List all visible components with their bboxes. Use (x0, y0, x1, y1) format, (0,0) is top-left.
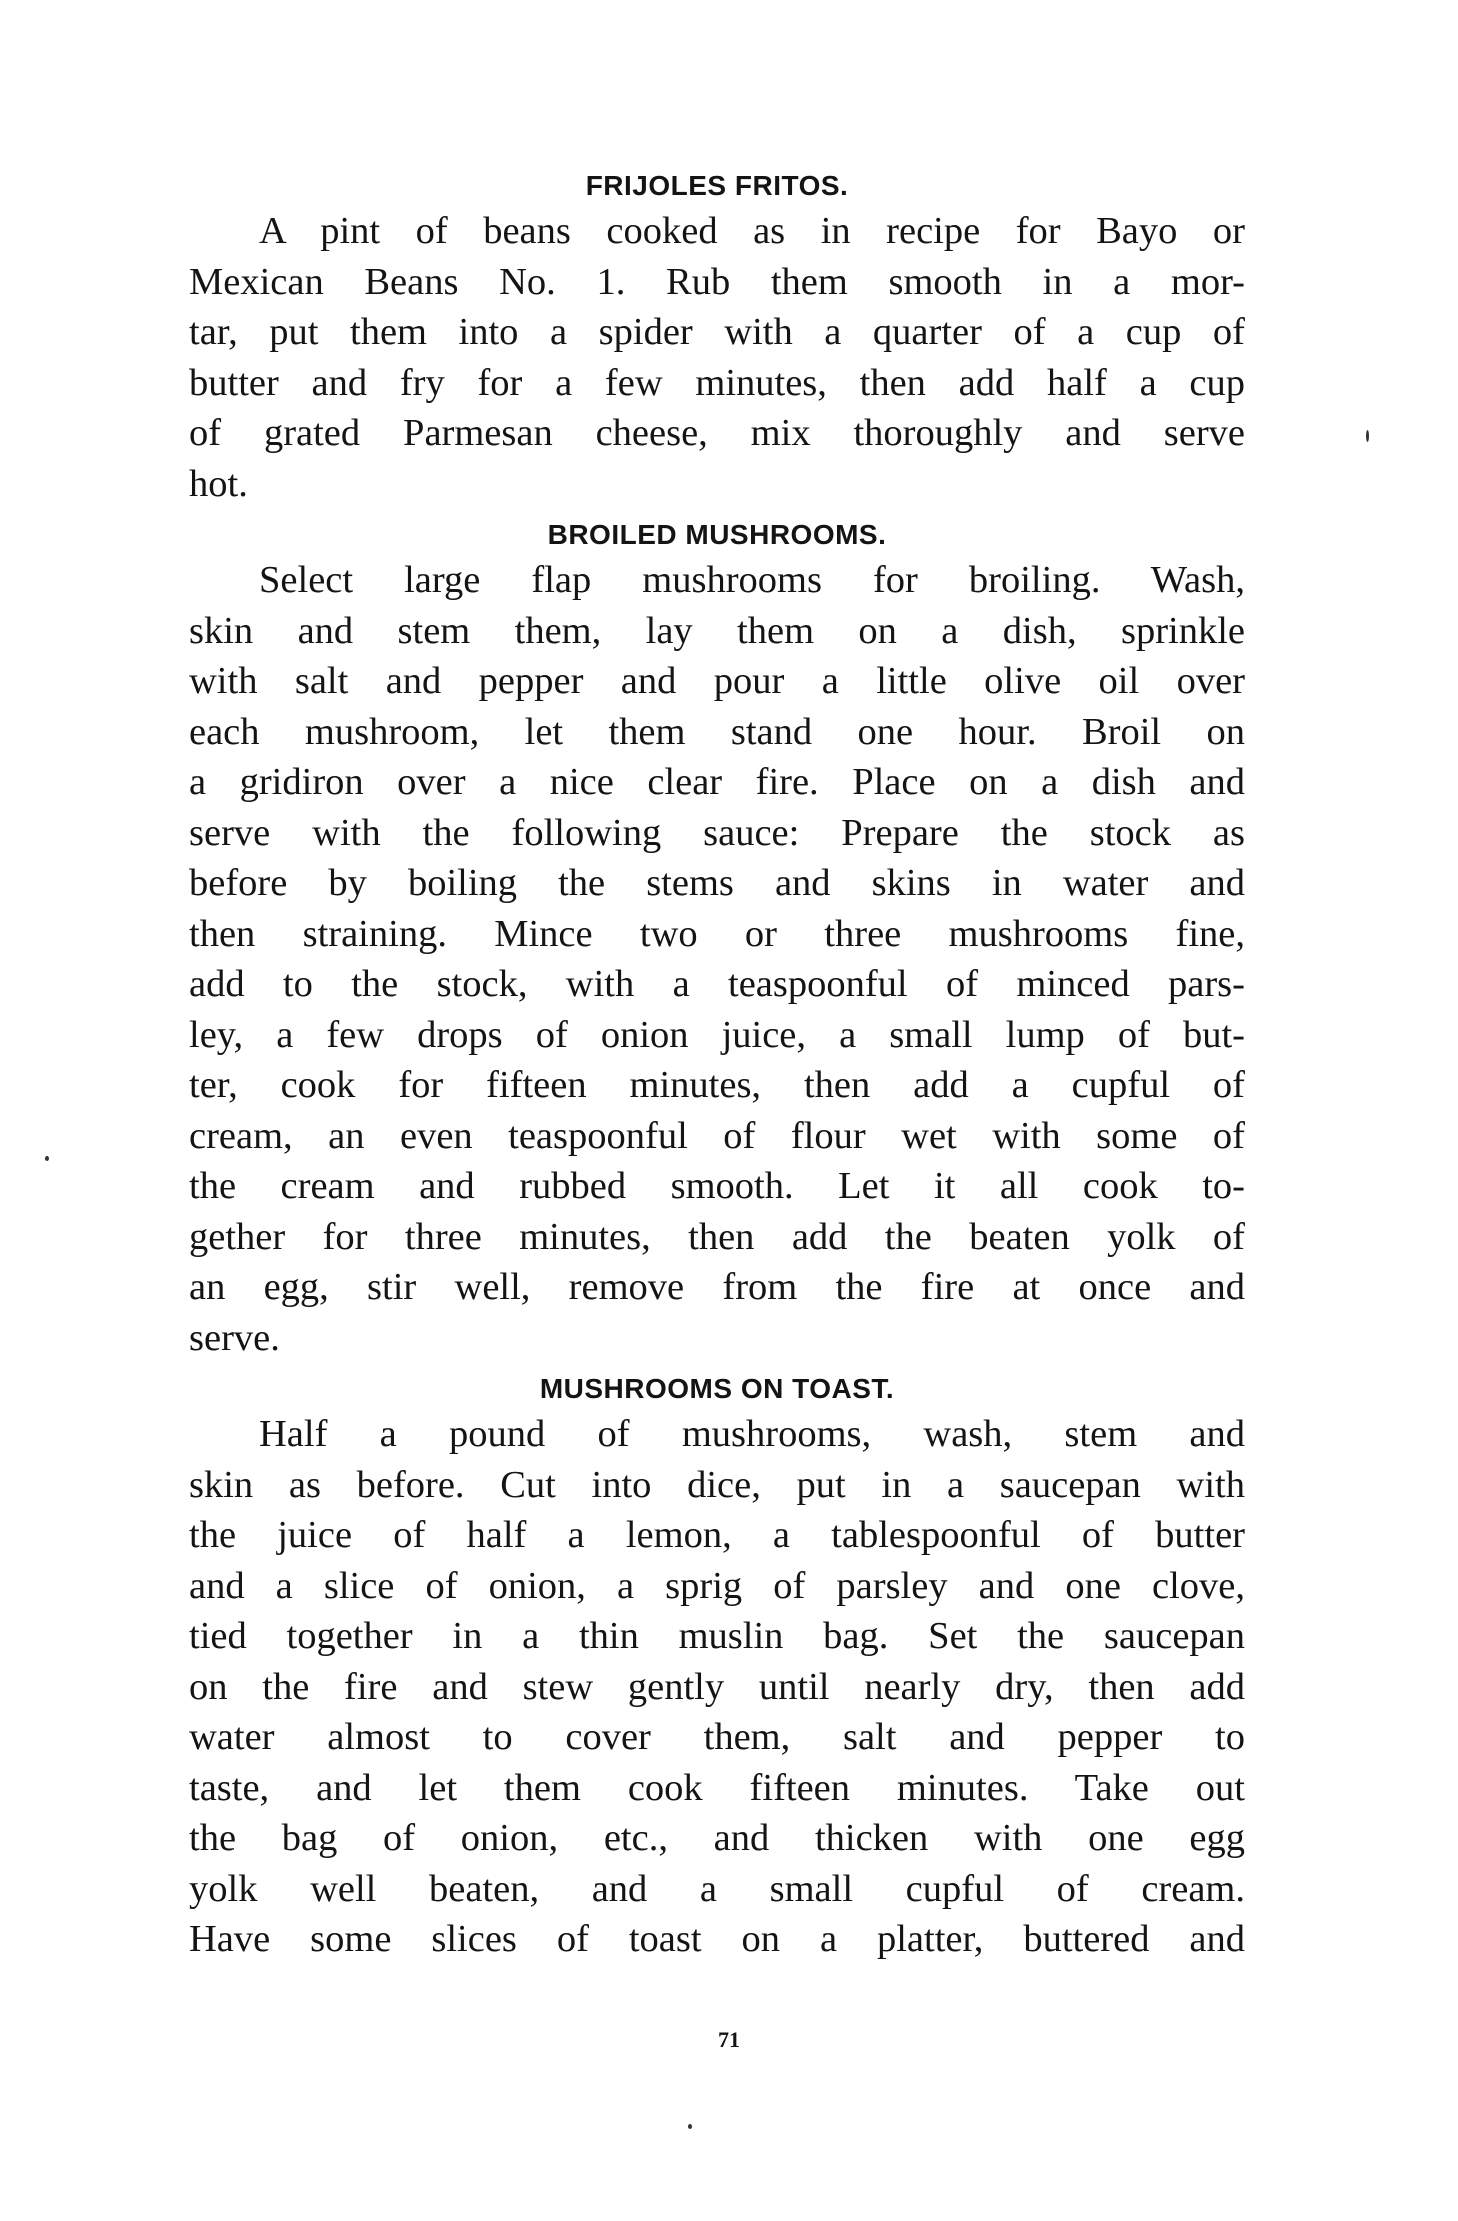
text-line: of grated Parmesan cheese, mix thoroughly and serve (189, 412, 1245, 454)
text-line: tied together in a thin muslin bag. Set the saucepan (189, 1615, 1245, 1657)
page-number: 71 (718, 2027, 740, 2052)
text-line: the bag of onion, etc., and thicken with one egg (189, 1817, 1245, 1859)
recipe-body (189, 1409, 1245, 1965)
text-line: ter, cook for fifteen minutes, then add a cupful of (189, 1064, 1245, 1106)
scan-speck (1366, 430, 1369, 442)
text-line: skin and stem them, lay them on a dish, sprinkle (189, 609, 1245, 652)
recipe-frijoles-fritos (189, 160, 1245, 509)
text-line: and a slice of onion, a sprig of parsley and one clove, (189, 1564, 1245, 1607)
text-line: hot. (189, 462, 248, 505)
recipe-title: BROILED MUSHROOMS. (547, 519, 887, 550)
text-line: Have some slices of toast on a platter, buttered and (189, 1918, 1245, 1960)
text-line: add to the stock, with a teaspoonful of minced pars- (189, 963, 1245, 1005)
recipe-mushrooms-on-toast (189, 1363, 1245, 1965)
text-line: skin as before. Cut into dice, put in a saucepan with (189, 1463, 1245, 1506)
text-line: ley, a few drops of onion juice, a small lump of but- (189, 1013, 1245, 1056)
text-line: serve with the following sauce: Prepare the stock as (189, 811, 1245, 854)
text-line: cream, an even teaspoonful of flour wet with some of (189, 1114, 1245, 1157)
text-line: butter and fry for a few minutes, then add half a cup (189, 361, 1245, 404)
recipe-title: FRIJOLES FRITOS. (585, 170, 849, 201)
text-line: Half a pound of mushrooms, wash, stem and (259, 1413, 1245, 1455)
text-line: each mushroom, let them stand one hour. Broil on (189, 710, 1245, 753)
recipe-title: MUSHROOMS ON TOAST. (539, 1373, 895, 1404)
text-line: the juice of half a lemon, a tablespoonful of butter (189, 1514, 1245, 1556)
text-line: gether for three minutes, then add the beaten yolk of (189, 1215, 1245, 1258)
recipe-body (189, 555, 1245, 1363)
text-line: serve. (189, 1316, 280, 1359)
text-line: yolk well beaten, and a small cupful of cream. (189, 1867, 1245, 1910)
scan-speck (45, 1156, 49, 1161)
text-line: a gridiron over a nice clear fire. Place on a dish and (189, 761, 1245, 803)
recipe-body (189, 206, 1245, 509)
text-line: on the fire and stew gently until nearly dry, then add (189, 1665, 1245, 1708)
recipe-broiled-mushrooms (189, 509, 1245, 1363)
text-line: water almost to cover them, salt and pepper to (189, 1716, 1245, 1758)
text-line: then straining. Mince two or three mushrooms fine, (189, 912, 1245, 955)
page-content (189, 160, 1245, 1965)
text-line: with salt and pepper and pour a little olive oil over (189, 660, 1245, 702)
text-line: the cream and rubbed smooth. Let it all cook to- (189, 1165, 1245, 1207)
text-line: before by boiling the stems and skins in water and (189, 862, 1245, 904)
text-line: an egg, stir well, remove from the fire at once and (189, 1266, 1245, 1308)
scan-speck (688, 2124, 692, 2129)
text-line: A pint of beans cooked as in recipe for Bayo or (259, 210, 1245, 252)
text-line: Mexican Beans No. 1. Rub them smooth in a mor- (189, 260, 1245, 303)
text-line: taste, and let them cook fifteen minutes. Take out (189, 1766, 1245, 1809)
text-line: tar, put them into a spider with a quarter of a cup of (189, 311, 1245, 353)
text-line: Select large flap mushrooms for broiling. Wash, (259, 559, 1245, 601)
